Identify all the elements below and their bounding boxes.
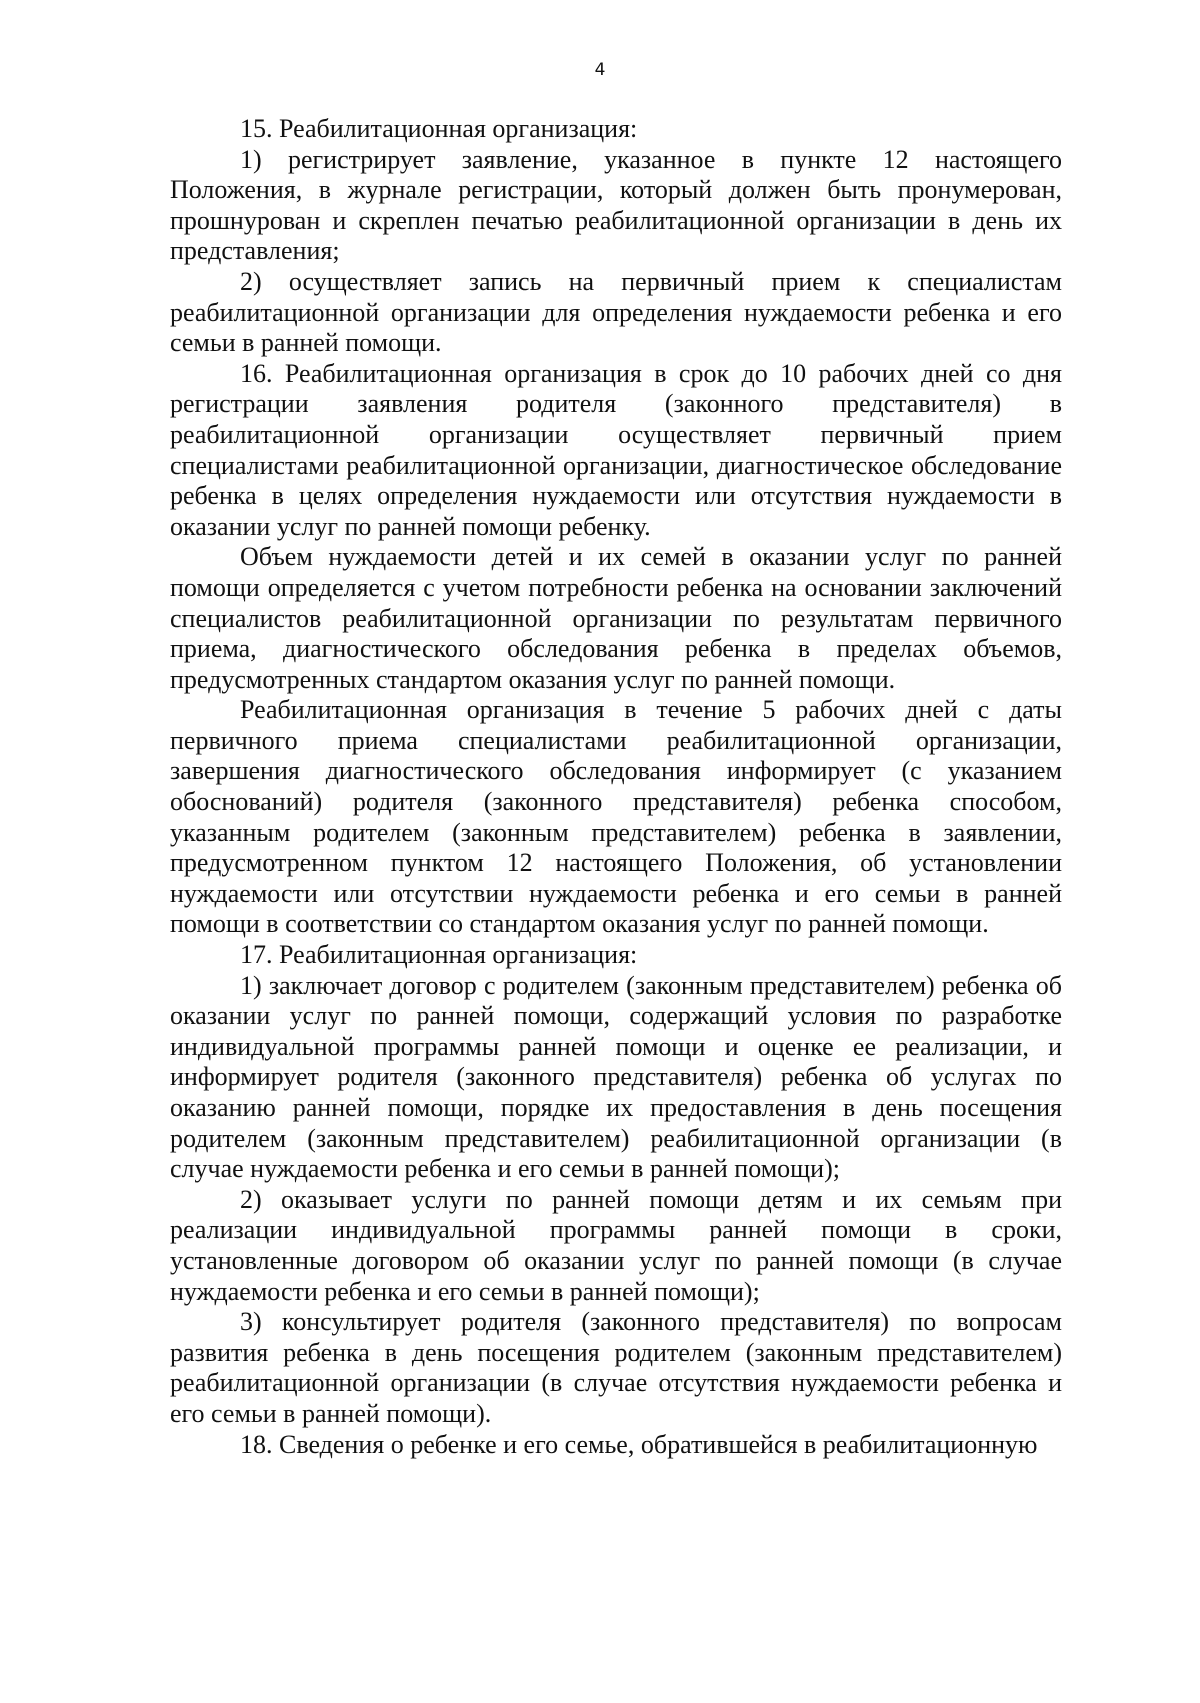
paragraph-17-item-3: 3) консультирует родителя (законного представителя) по вопросам развития ребенка в день посещения родителем (законным представителем) реабилитационной организации (в случае отсутствия нуждаемости ребенка и его семьи в ранней помощи). (170, 1307, 1062, 1428)
paragraph-16-notification: Реабилитационная организация в течение 5 рабочих дней с даты первичного приема специалистами реабилитационной организации, завершения диагностического обследования информирует (с указанием обоснований) родителя (законного представителя) ребенка способом, указанным родителем (законным представителем) ребенка в заявлении, предусмотренном пунктом 12 настоящего Положения, об установлении нуждаемости или отсутствии нуждаемости ребенка и его семьи в ранней помощи в соответствии со стандартом оказания услуг по ранней помощи. (170, 695, 1062, 939)
paragraph-16-needs-volume: Объем нуждаемости детей и их семей в оказании услуг по ранней помощи определяется с учетом потребности ребенка на основании заключений специалистов реабилитационной организации по результатам первичного приема, диагностического обследования ребенка в пределах объемов, предусмотренных стандартом оказания услуг по ранней помощи. (170, 542, 1062, 694)
paragraph-17-heading: 17. Реабилитационная организация: (240, 940, 638, 970)
document-body (170, 114, 1062, 1460)
paragraph-17-item-2: 2) оказывает услуги по ранней помощи детям и их семьям при реализации индивидуальной программы ранней помощи в сроки, установленные договором об оказании услуг по ранней помощи (в случае нуждаемости ребенка и его семьи в ранней помощи); (170, 1184, 1062, 1306)
paragraph-18: 18. Сведения о ребенке и его семье, обратившейся в реабилитационную (240, 1429, 1038, 1459)
paragraph-15-item-1: 1) регистрирует заявление, указанное в пункте 12 настоящего Положения, в журнале регистрации, который должен быть пронумерован, прошнурован и скреплен печатью реабилитационной организации в день их представления; (170, 144, 1062, 266)
paragraph-16: 16. Реабилитационная организация в срок до 10 рабочих дней со дня регистрации заявления родителя (законного представителя) в реабилитационной организации осуществляет первичный прием специалистами реабилитационной организации, диагностическое обследование ребенка в целях определения нуждаемости или отсутствия нуждаемости в оказании услуг по ранней помощи ребенку. (170, 358, 1062, 541)
paragraph-15-heading: 15. Реабилитационная организация: (240, 114, 638, 143)
paragraph-17-item-1: 1) заключает договор с родителем (законным представителем) ребенка об оказании услуг по ранней помощи, содержащий условия по разработке индивидуальной программы ранней помощи и оценке ее реализации, и информирует родителя (законного представителя) ребенка об услугах по оказанию ранней помощи, порядке их предоставления в день посещения родителем (законным представителем) реабилитационной организации (в случае нуждаемости ребенка и его семьи в ранней помощи); (170, 970, 1062, 1184)
page-number: 4 (594, 60, 606, 80)
paragraph-15-item-2: 2) осуществляет запись на первичный прием к специалистам реабилитационной организации для определения нуждаемости ребенка и его семьи в ранней помощи. (170, 266, 1062, 358)
